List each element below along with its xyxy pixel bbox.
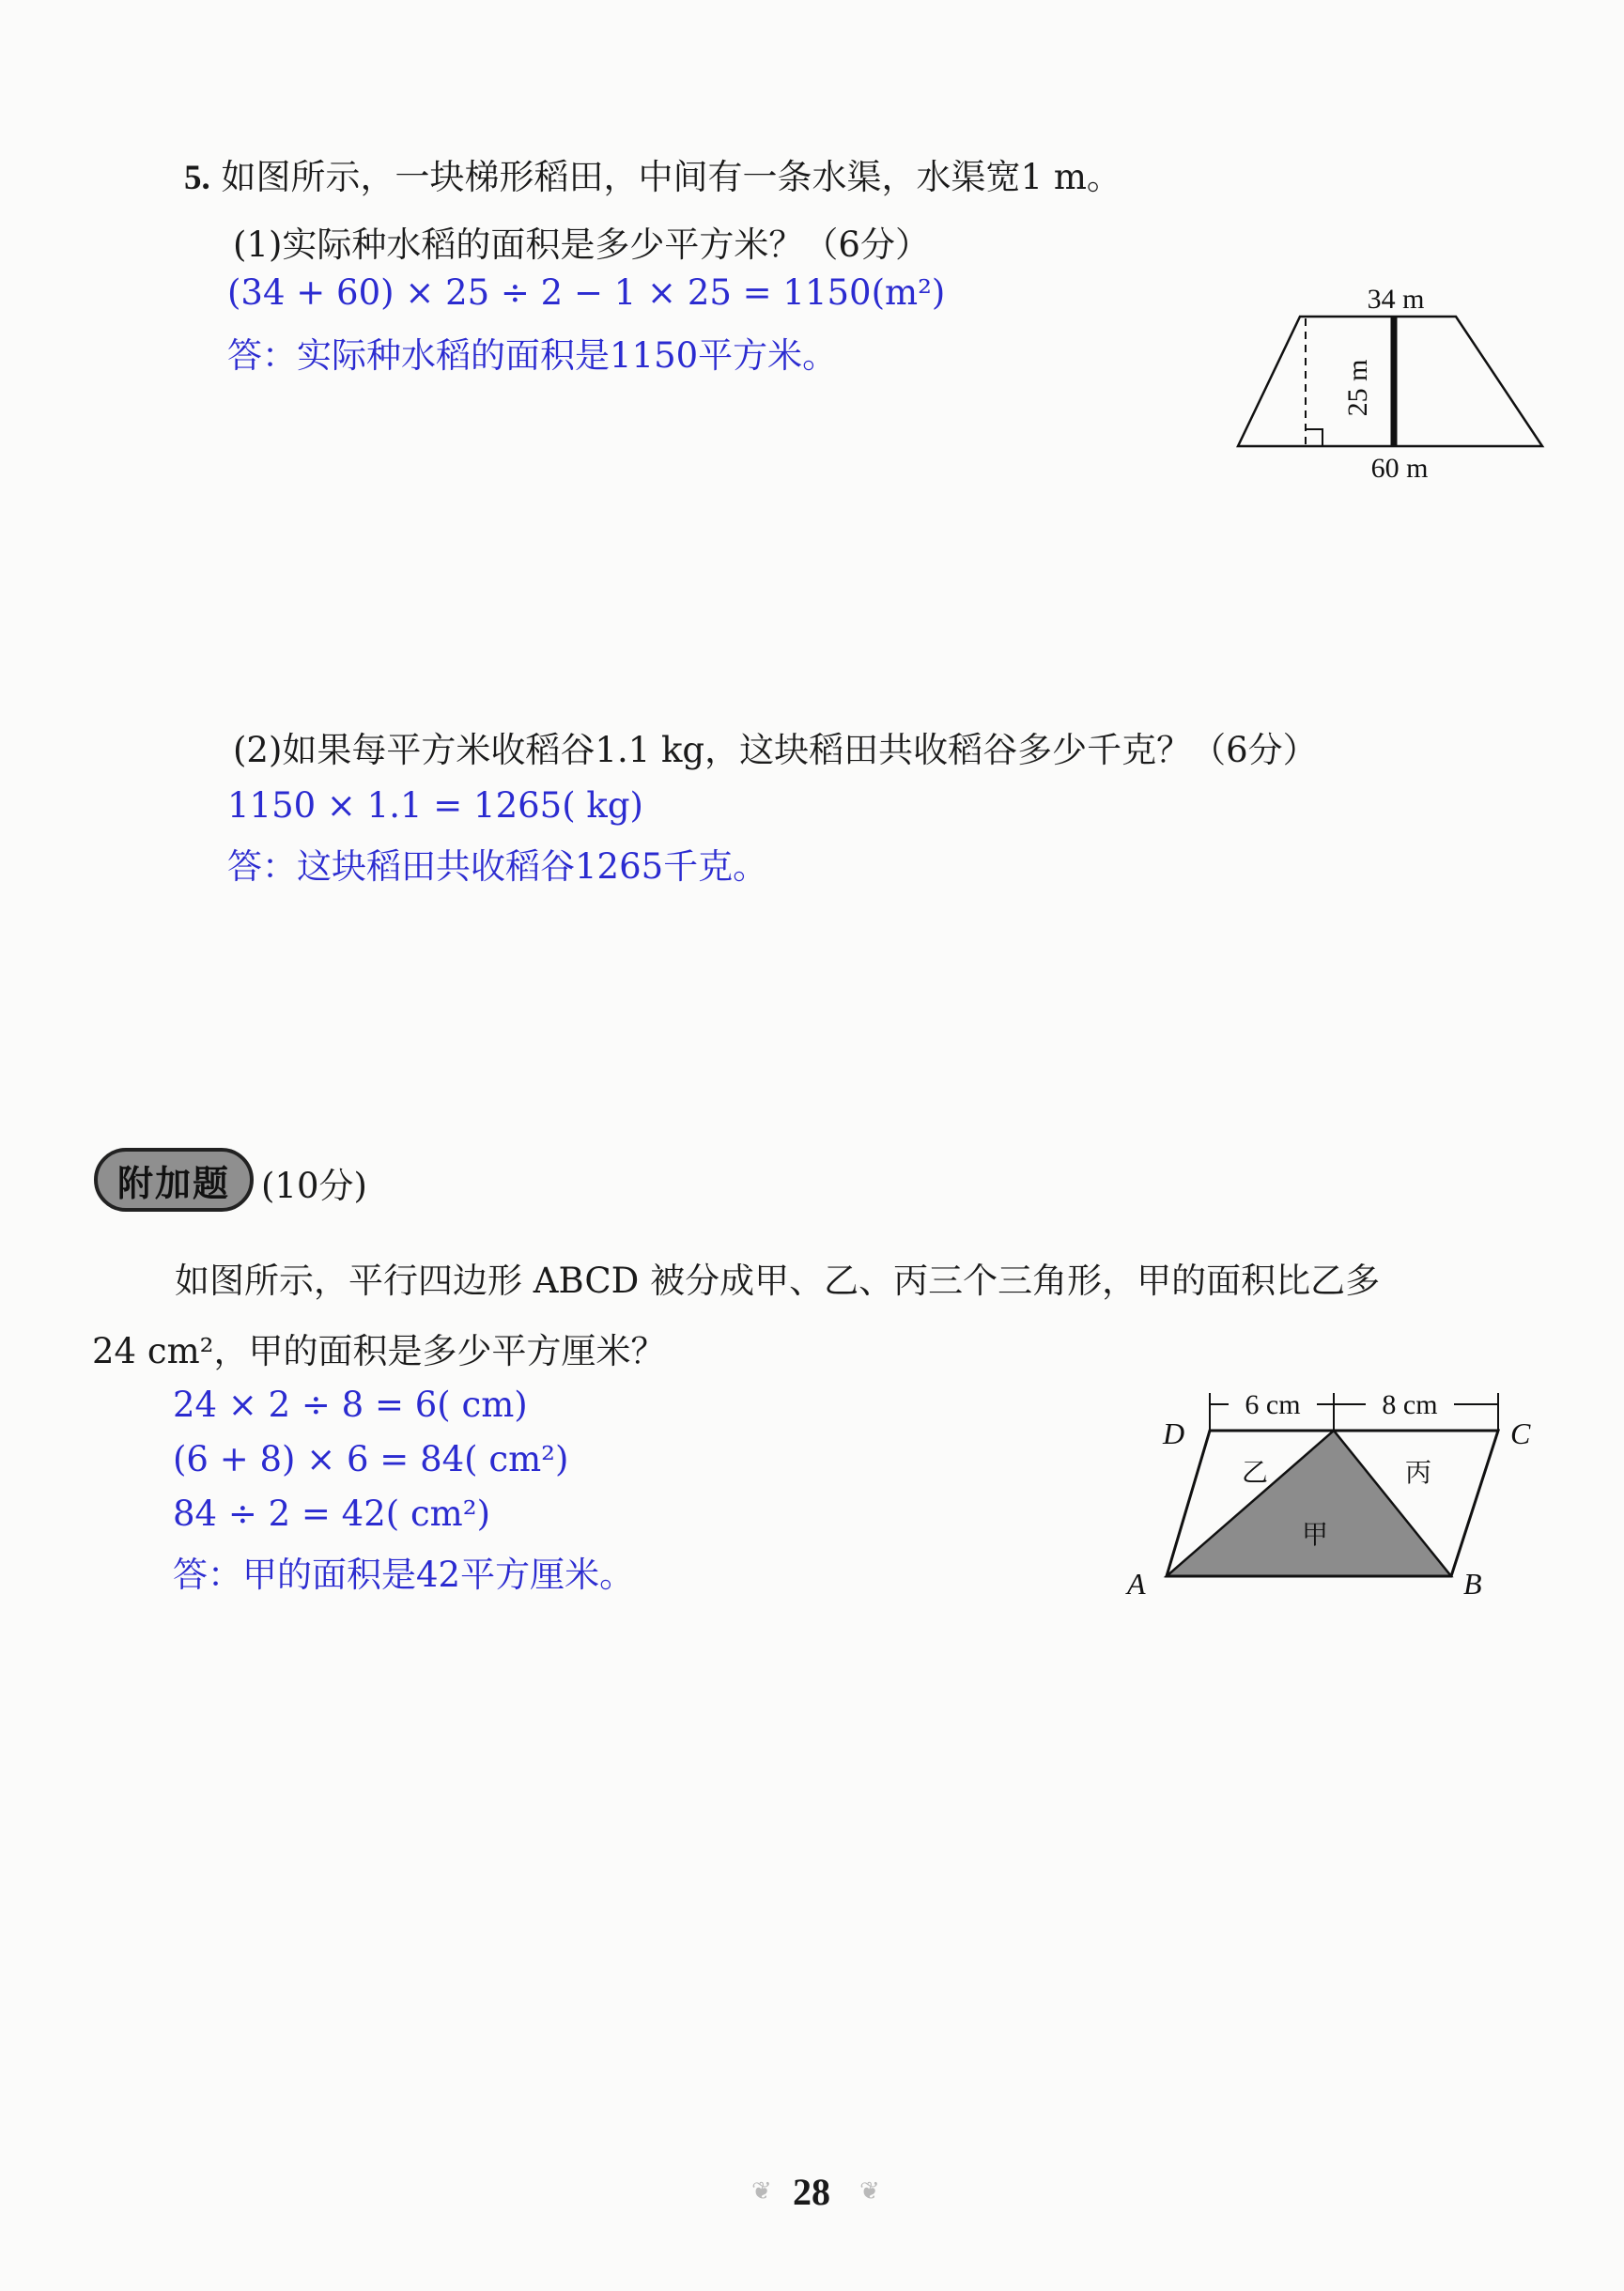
trapezoid-figure [1221,277,1559,493]
region-label-jia: 甲 [1302,1521,1329,1550]
bonus-text-line-1: 如图所示，平行四边形 ABCD 被分成甲、乙、丙三个三角形，甲的面积比乙多 [175,1261,1381,1301]
vertex-label-b: B [1463,1567,1482,1601]
vertex-label-a: A [1127,1567,1146,1601]
region-label-bing: 丙 [1405,1459,1432,1488]
part1-answer-line-1: (34 + 60) × 25 ÷ 2 − 1 × 25 = 1150(m²) [227,272,946,313]
page-number: 28 [793,2171,830,2213]
bottom-base-label: 60 m [1370,453,1429,484]
vertex-label-d: D [1163,1416,1185,1450]
segment-label-6cm: 6 cm [1245,1389,1301,1420]
parallelogram-figure [1118,1376,1550,1611]
shaded-triangle-jia [1167,1431,1451,1576]
question-5 [184,148,1121,199]
bonus-answer-line-2: (6 + 8) × 6 = 84( cm²) [173,1439,569,1479]
vertex-label-c: C [1510,1416,1531,1450]
part2-answer-line-2: 答：这块稻田共收稻谷1265千克。 [227,846,768,887]
bonus-text-line-2: 24 cm²，甲的面积是多少平方厘米？ [92,1331,666,1371]
left-ornament-icon: ❦ [751,2177,772,2206]
trapezoid-outline [1238,317,1542,446]
region-label-yi: 乙 [1242,1459,1269,1488]
right-ornament-icon: ❦ [859,2177,880,2206]
top-base-label: 34 m [1367,284,1425,315]
bonus-answer-line-1: 24 × 2 ÷ 8 = 6( cm) [173,1385,528,1425]
part2-prompt: (2)如果每平方米收稻谷1.1 kg，这块稻田共收稻谷多少千克？（6分） [233,730,1318,770]
bonus-answer-line-4: 答：甲的面积是42平方厘米。 [173,1555,635,1595]
segment-label-8cm: 8 cm [1382,1389,1438,1420]
height-label: 25 m [1342,359,1373,417]
part1-answer-line-2: 答：实际种水稻的面积是1150平方米。 [227,335,838,376]
bonus-points: (10分) [261,1166,367,1206]
part2-answer-line-1: 1150 × 1.1 = 1265( kg) [227,785,643,826]
question-number: 5. [184,159,210,197]
right-angle-mark [1306,429,1322,446]
question-text: 如图所示，一块梯形稻田，中间有一条水渠，水渠宽1 m。 [221,157,1121,197]
bonus-badge [94,1148,254,1212]
bonus-badge-label: 附加题 [116,1162,230,1204]
bonus-answer-line-3: 84 ÷ 2 = 42( cm²) [173,1494,491,1534]
part1-prompt: (1)实际种水稻的面积是多少平方米？（6分） [233,224,930,265]
